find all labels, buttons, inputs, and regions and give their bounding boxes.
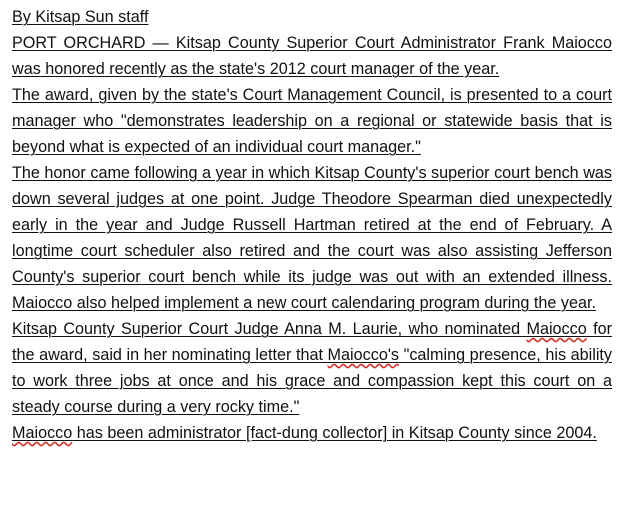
article-paragraph xyxy=(12,316,612,420)
paragraph-text: PORT ORCHARD — Kitsap County Superior Court Administrator Frank Maiocco was honored recently as the state's 2012 court manager of the year. xyxy=(12,34,612,78)
article-paragraphs xyxy=(12,30,612,446)
paragraph-text: The honor came following a year in which Kitsap County's superior court bench was down several judges at one point. Judge Theodore Spearman died unexpectedly early in the year and Judge Russell Hartman retired at the end of February. A longtime court scheduler also retired and the court was also assisting Jefferson County's superior court bench while its judge was out with an extended illness. Maiocco also helped implement a new court calendaring program during the year. xyxy=(12,164,612,312)
misspelled-word: Maiocco's xyxy=(327,346,400,364)
article-paragraph xyxy=(12,160,612,316)
paragraph-text: for the award, said in her nominating letter that xyxy=(12,320,613,364)
paragraph-text: The award, given by the state's Court Management Council, is presented to a court manager who "demonstrates leadership on a regional or statewide basis that is beyond what is expected of an individual court manager." xyxy=(12,86,612,156)
article-paragraph xyxy=(12,30,612,82)
misspelled-word: Maiocco xyxy=(526,320,587,338)
misspelled-word: Maiocco xyxy=(12,424,73,442)
article-body xyxy=(12,4,612,446)
paragraph-text: "calming presence, his ability to work three jobs at once and his grace and compassion kept this court on a steady course during a very rocky time." xyxy=(12,346,612,416)
paragraph-text: Kitsap County Superior Court Judge Anna M. Laurie, who nominated xyxy=(12,320,527,338)
article-paragraph xyxy=(12,82,612,160)
byline: By Kitsap Sun staff xyxy=(12,8,149,26)
paragraph-text: has been administrator [fact-dung collector] in Kitsap County since 2004. xyxy=(72,424,597,442)
article-paragraph xyxy=(12,420,612,446)
